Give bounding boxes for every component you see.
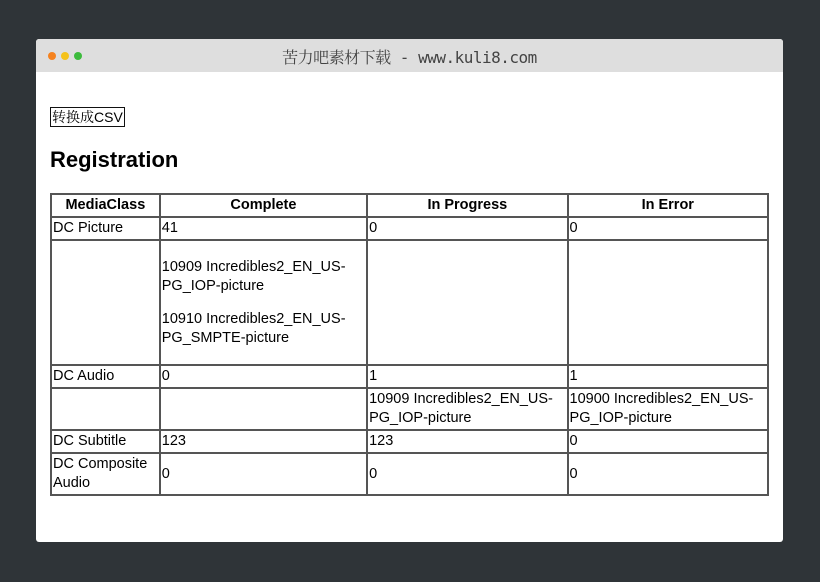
table-row: [51, 217, 768, 240]
cell-media-class: DC Picture: [51, 217, 160, 240]
complete-item: 10909 Incredibles2_EN_US-PG_IOP-picture: [161, 258, 346, 294]
page-content: [50, 107, 769, 491]
convert-csv-button[interactable]: 转换成CSV: [52, 109, 123, 125]
complete-item: 10910 Incredibles2_EN_US-PG_SMPTE-picture: [161, 310, 346, 346]
column-header-in-error: In Error: [568, 194, 768, 217]
cell-in-progress: 0: [367, 453, 567, 495]
cell-complete: 123: [160, 430, 367, 453]
cell-complete: [160, 388, 367, 430]
table-row: [51, 365, 768, 388]
window-title: 苦力吧素材下载 - www.kuli8.com: [282, 48, 537, 67]
cell-in-progress: [367, 240, 567, 365]
browser-window: [36, 39, 783, 542]
table-row: [51, 453, 768, 495]
table-row: [51, 430, 768, 453]
title-bar: [36, 39, 783, 72]
table-row-details: [51, 388, 768, 430]
cell-in-error: 10900 Incredibles2_EN_US-PG_IOP-picture: [568, 388, 768, 430]
table-header-row: [51, 194, 768, 217]
cell-in-error: 1: [568, 365, 768, 388]
cell-in-progress: 1: [367, 365, 567, 388]
cell-in-progress: 10909 Incredibles2_EN_US-PG_IOP-picture: [367, 388, 567, 430]
cell-in-progress: 0: [367, 217, 567, 240]
cell-complete: 0: [160, 453, 367, 495]
cell-in-error: 0: [568, 217, 768, 240]
column-header-in-progress: In Progress: [367, 194, 567, 217]
cell-media-class: [51, 388, 160, 430]
cell-in-progress: 123: [367, 430, 567, 453]
cell-in-error: [568, 240, 768, 365]
cell-media-class: DC Composite Audio: [51, 453, 160, 495]
page-title: Registration: [50, 147, 179, 172]
cell-complete: 41: [160, 217, 367, 240]
cell-in-error: 0: [568, 453, 768, 495]
cell-media-class: DC Subtitle: [51, 430, 160, 453]
cell-complete-items: [160, 240, 367, 365]
cell-complete: 0: [160, 365, 367, 388]
registration-table: [50, 193, 769, 496]
column-header-mediaclass: MediaClass: [51, 194, 160, 217]
cell-in-error: 0: [568, 430, 768, 453]
cell-media-class: [51, 240, 160, 365]
table-row-details: [51, 240, 768, 365]
column-header-complete: Complete: [160, 194, 367, 217]
cell-media-class: DC Audio: [51, 365, 160, 388]
